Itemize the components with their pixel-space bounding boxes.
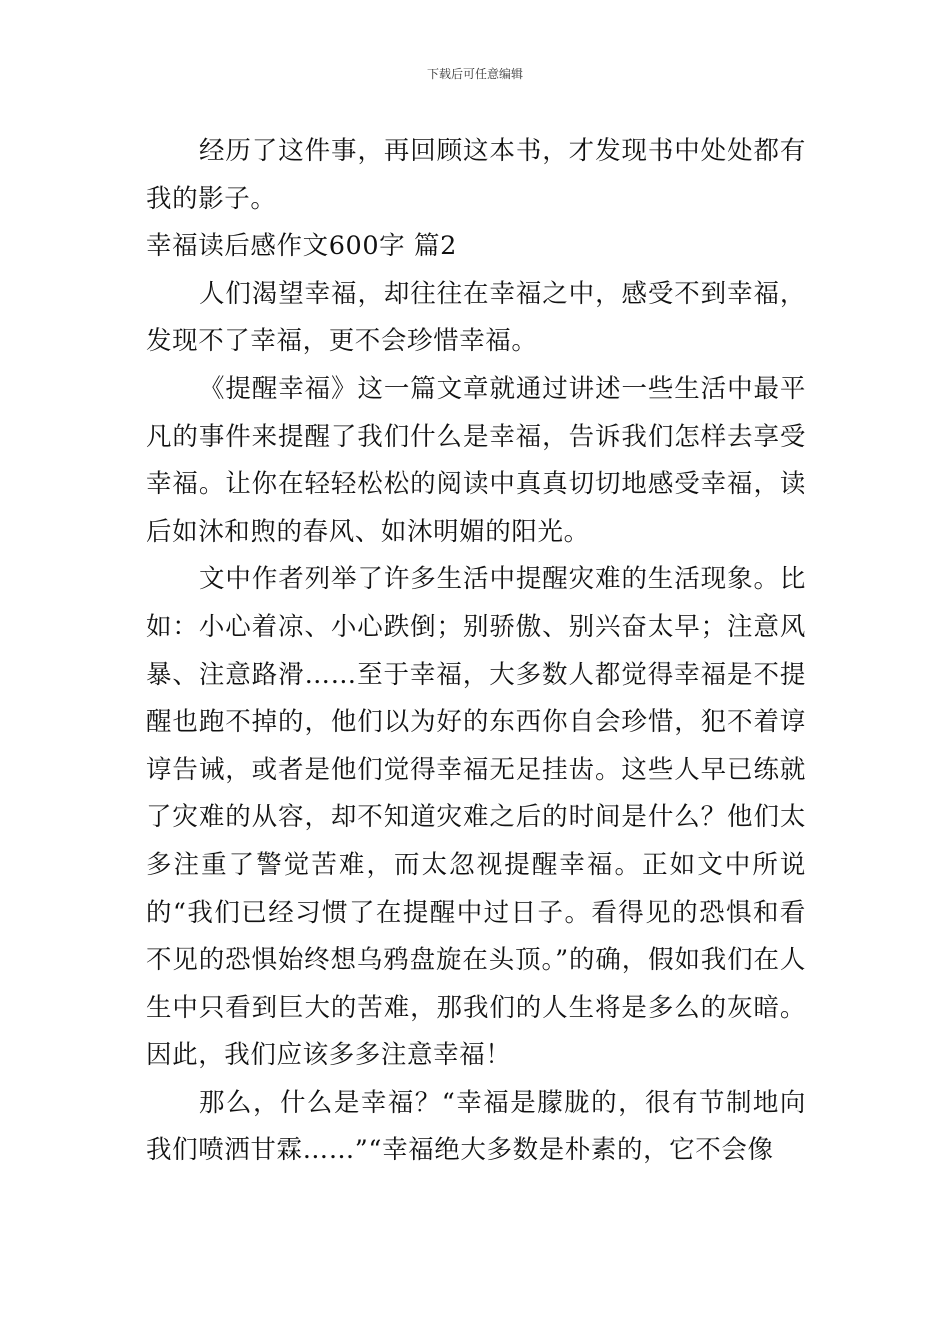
- section-title: 幸福读后感作文600字 篇2: [146, 231, 457, 262]
- paragraph-what-is-happiness: 那么，什么是幸福？“幸福是朦胧的，很有节制地向我们喷洒甘霖……”“幸福绝大多数是朴素的，它不会像: [146, 1087, 806, 1166]
- document-body: [146, 128, 806, 1175]
- paragraph-conclusion: 经历了这件事，再回顾这本书，才发现书中处处都有我的影子。: [146, 136, 806, 214]
- paragraph-article-summary: 《提醒幸福》这一篇文章就通过讲述一些生活中最平凡的事件来提醒了我们什么是幸福，告诉我们怎样去享受幸福。让你在轻轻松松的阅读中真真切切地感受幸福，读后如沐和煦的春风、如沐明媚的阳光。: [146, 373, 806, 547]
- paragraph-examples: 文中作者列举了许多生活中提醒灾难的生活现象。比如：小心着凉、小心跌倒；别骄傲、别兴奋太早；注意风暴、注意路滑……至于幸福，大多数人都觉得幸福是不提醒也跑不掉的，他们以为好的东西你自会珍惜，犯不着谆谆告诫，或者是他们觉得幸福无足挂齿。这些人早已练就了灾难的从容，却不知道灾难之后的时间是什么？他们太多注重了警觉苦难，而太忽视提醒幸福。正如文中所说的“我们已经习惯了在提醒中过日子。看得见的恐惧和看不见的恐惧始终想乌鸦盘旋在头顶。”的确，假如我们在人生中只看到巨大的苦难，那我们的人生将是多么的灰暗。因此，我们应该多多注意幸福！: [146, 564, 806, 1071]
- paragraph-intro: 人们渴望幸福，却往往在幸福之中，感受不到幸福，发现不了幸福，更不会珍惜幸福。: [146, 278, 806, 357]
- page-header: 下载后可任意编辑: [426, 67, 523, 81]
